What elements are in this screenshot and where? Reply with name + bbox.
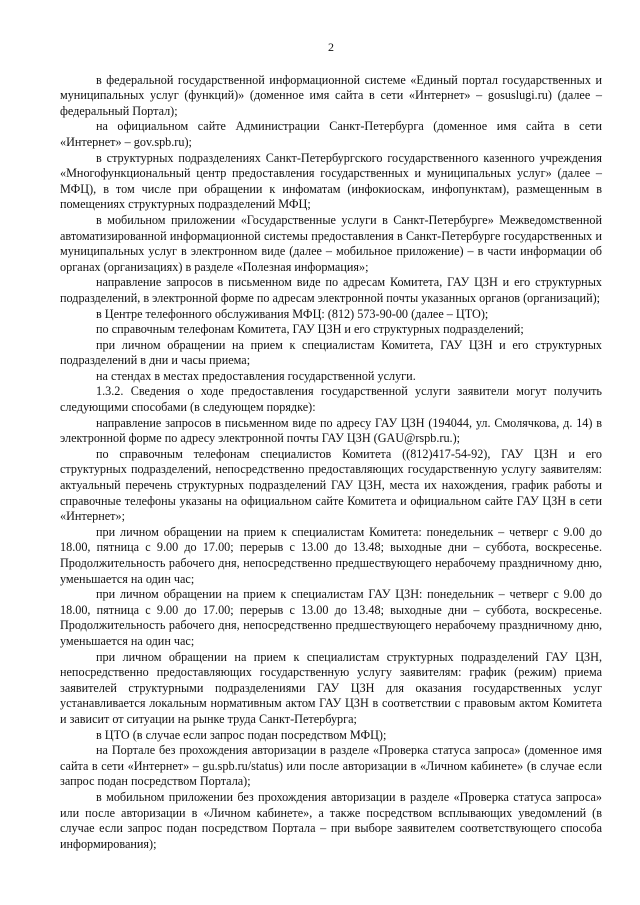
- paragraph: при личном обращении на прием к специалистам Комитета, ГАУ ЦЗН и его структурных подразделений в дни и часы приема;: [60, 337, 602, 368]
- paragraph: при личном обращении на прием к специалистам Комитета: понедельник – четверг с 9.00 до 18.00, пятница с 9.00 до 17.00; перерыв с 13.00 до 13.48; выходные дни – суббота, воскресенье. Продолжительность рабочего дня, непосредственно предшествующего нерабочему праздничному дню, уменьшается на один час;: [60, 524, 602, 586]
- paragraph: в федеральной государственной информационной системе «Единый портал государственных и муниципальных услуг (функций)» (доменное имя сайта в сети «Интернет» – gosuslugi.ru) (далее – федеральный Портал);: [60, 72, 602, 118]
- section-paragraph: 1.3.2. Сведения о ходе предоставления государственной услуги заявители могут получить следующими способами (в следующем порядке):: [60, 384, 602, 415]
- document-body: [60, 73, 602, 853]
- paragraph: в мобильном приложении «Государственные услуги в Санкт-Петербурге» Межведомственной автоматизированной информационной системы предоставления в Санкт-Петербурге государственных и муниципальных услуг в электронном виде (далее – мобильное приложение) – в части информации об органах (организациях) в разделе «Полезная информация»;: [60, 212, 602, 274]
- paragraph: на стендах в местах предоставления государственной услуги.: [96, 368, 416, 383]
- paragraph: на Портале без прохождения авторизации в разделе «Проверка статуса запроса» (доменное имя сайта в сети «Интернет» – gu.spb.ru/status) или после авторизации в «Личном кабинете» (в случае если запрос подан посредством Портала);: [60, 743, 602, 789]
- paragraph: направление запросов в письменном виде по адресу ГАУ ЦЗН (194044, ул. Смолячкова, д. 14) в электронной форме по адресу электронной почты ГАУ ЦЗН (GAU@rspb.ru.);: [60, 415, 602, 446]
- paragraph: в Центре телефонного обслуживания МФЦ: (812) 573-90-00 (далее – ЦТО);: [96, 306, 489, 321]
- paragraph: направление запросов в письменном виде по адресам Комитета, ГАУ ЦЗН и его структурных подразделений, в электронной форме по адресам электронной почты указанных органов (организаций);: [60, 275, 602, 305]
- paragraph: при личном обращении на прием к специалистам ГАУ ЦЗН: понедельник – четверг с 9.00 до 18.00, пятница с 9.00 до 17.00; перерыв с 13.00 до 13.48; выходные дни – суббота, воскресенье. Продолжительность рабочего дня, непосредственно предшествующего нерабочему праздничному дню, уменьшается на один час;: [60, 587, 602, 648]
- paragraph: в ЦТО (в случае если запрос подан посредством МФЦ);: [96, 727, 387, 742]
- paragraph: в мобильном приложении без прохождения авторизации в разделе «Проверка статуса запроса» или после авторизации в «Личном кабинете», а также посредством всплывающих уведомлений (в случае если запрос подан посредством Портала – при выборе заявителем соответствующего способа информирования);: [60, 789, 602, 851]
- paragraph: при личном обращении на прием к специалистам структурных подразделений ГАУ ЦЗН, непосредственно предоставляющих государственную услугу заявителям: график (режим) приема заявителей структурными подразделениями ГАУ ЦЗН для оказания государственных услуг устанавливается локальным нормативным актом ГАУ ЦЗН в соответствии с правовым актом Комитета и зависит от ситуации на рынке труда Санкт-Петербурга;: [60, 649, 602, 726]
- page-number: 2: [328, 40, 334, 54]
- paragraph: на официальном сайте Администрации Санкт-Петербурга (доменное имя сайта в сети «Интернет» – gov.spb.ru);: [60, 119, 602, 149]
- paragraph: по справочным телефонам специалистов Комитета ((812)417-54-92), ГАУ ЦЗН и его структурных подразделений, непосредственно предоставляющих государственную услугу заявителям: актуальный перечень структурных подразделений ГАУ ЦЗН, места их нахождения, график работы и справочные телефоны указаны на официальном сайте Комитета и официальном сайте ГАУ ЦЗН в сети «Интернет»;: [60, 446, 602, 524]
- paragraph: по справочным телефонам Комитета, ГАУ ЦЗН и его структурных подразделений;: [96, 322, 524, 337]
- paragraph: в структурных подразделениях Санкт-Петербургского государственного казенного учреждения «Многофункциональный центр предоставления государственных и муниципальных услуг» (далее – МФЦ), в том числе при обращении к инфоматам (инфокиоскам, инфопунктам), размещенным в помещениях структурных подразделений МФЦ;: [60, 150, 602, 212]
